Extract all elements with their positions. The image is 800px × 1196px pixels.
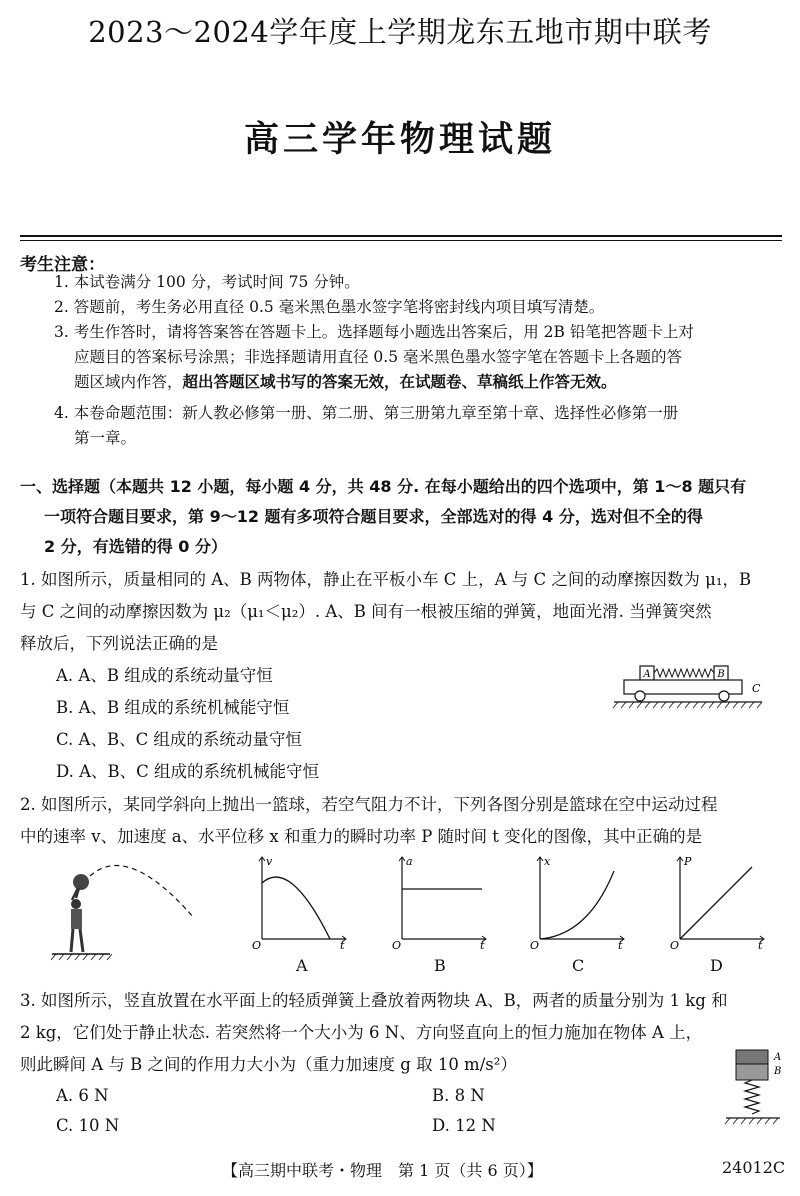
- note-1: 1. 本试卷满分 100 分，考试时间 75 分钟。: [54, 273, 360, 291]
- note-4-cont: 第一章。: [74, 429, 137, 447]
- graph-b-xaxis: t: [480, 939, 485, 949]
- student-leg: [80, 929, 83, 952]
- graph-d-yaxis: P: [684, 855, 692, 868]
- graph-a: [250, 853, 350, 949]
- note-4: 4. 本卷命题范围：新人教必修第一册、第二册、第三册第九章至第十章、选择性必修第一册: [54, 404, 679, 422]
- q1-stem-2: 与 C 之间的动摩擦因数为 μ₂（μ₁＜μ₂）. A、B 间有一根被压缩的弹簧，地面光滑. 当弹簧突然: [20, 602, 712, 621]
- note-2: 2. 答题前，考生务必用直径 0.5 毫米黑色墨水签字笔将密封线内项目填写清楚。: [54, 298, 605, 316]
- spring: [745, 1080, 759, 1114]
- section-heading-end: 2 分，有选错的得 0 分）: [44, 537, 227, 556]
- q3-stem-3: 则此瞬间 A 与 B 之间的作用力大小为（重力加速度 g 取 10 m/s²）: [20, 1055, 517, 1074]
- page-title: 高三学年物理试题: [243, 120, 556, 160]
- note-3: 3. 考生作答时，请将答案答在答题卡上。选择题每小题选出答案后，用 2B 铅笔把答题卡上对: [54, 323, 694, 341]
- graph-a-label: A: [296, 956, 308, 975]
- section-heading-cont: 一项符合题目要求，第 9～12 题有多项符合题目要求，全部选对的得 4 分，选对但不全的得: [44, 507, 703, 526]
- student-head: [71, 899, 81, 909]
- divider: [20, 235, 782, 237]
- trajectory: [90, 865, 194, 918]
- graph-a-curve: [262, 877, 330, 939]
- graph-a-origin: O: [252, 939, 262, 949]
- q1-stem-3: 释放后，下列说法正确的是: [20, 634, 218, 653]
- basketball-throw-figure: [48, 860, 208, 966]
- graph-a-xaxis: t: [340, 939, 345, 949]
- ground-hatch: [613, 702, 762, 708]
- note-3-end-plain: 题区域内作答，: [74, 373, 183, 391]
- q1-option-a: A. A、B 组成的系统动量守恒: [56, 666, 273, 685]
- block-a: [736, 1050, 768, 1064]
- basketball: [73, 874, 89, 890]
- student-body: [71, 909, 82, 929]
- block-a-label: A: [774, 1052, 782, 1063]
- graph-b-origin: O: [392, 939, 402, 949]
- graph-c-curve: [540, 871, 614, 939]
- q3-option-b: B. 8 N: [432, 1086, 485, 1105]
- graph-c: [528, 853, 628, 949]
- graph-b-label: B: [434, 956, 446, 975]
- wheel: [635, 691, 645, 701]
- graph-d-label: D: [710, 956, 723, 975]
- exam-name: 2023～2024学年度上学期龙东五地市期中联考: [88, 15, 712, 49]
- graph-c-yaxis: x: [544, 855, 551, 868]
- graph-c-xaxis: t: [618, 939, 623, 949]
- q2-stem-1: 2. 如图所示，某同学斜向上抛出一篮球，若空气阻力不计，下列各图分别是篮球在空中运动过程: [20, 795, 718, 814]
- q1-stem-1: 1. 如图所示，质量相同的 A、B 两物体，静止在平板小车 C 上，A 与 C 之间的动摩擦因数为 μ₁，B: [20, 570, 752, 589]
- section-heading: 一、选择题（本题共 12 小题，每小题 4 分，共 48 分. 在每小题给出的四个选项中，第 1～8 题只有: [20, 477, 747, 496]
- graph-d: [668, 853, 768, 949]
- ground-hatch: [51, 954, 112, 960]
- note-3-emphasis: 超出答题区域书写的答案无效，在试题卷、草稿纸上作答无效。: [182, 373, 617, 391]
- graph-d-curve: [680, 867, 752, 939]
- student-leg: [71, 929, 73, 952]
- ground-hatch: [725, 1118, 778, 1124]
- q1-option-b: B. A、B 组成的系统机械能守恒: [56, 698, 290, 717]
- q1-option-d: D. A、B、C 组成的系统机械能守恒: [56, 762, 320, 781]
- paper-code: 24012C: [722, 1158, 786, 1177]
- wheel: [719, 691, 729, 701]
- q3-stem-2: 2 kg，它们处于静止状态. 若突然将一个大小为 6 N、方向竖直向上的恒力施加在物体 A 上，: [20, 1023, 703, 1042]
- note-3-cont: 应题目的答案标号涂黑；非选择题请用直径 0.5 毫米黑色墨水签字笔在答题卡上各题的答: [74, 348, 683, 366]
- cart-spring-figure: [612, 656, 772, 716]
- graph-b-yaxis: a: [406, 855, 413, 868]
- q2-stem-2: 中的速率 v、加速度 a、水平位移 x 和重力的瞬时功率 P 随时间 t 变化的图像，其中正确的是: [20, 827, 703, 846]
- block-b: [736, 1064, 768, 1080]
- q1-option-c: C. A、B、C 组成的系统动量守恒: [56, 730, 302, 749]
- graph-a-yaxis: v: [266, 855, 273, 868]
- graph-d-xaxis: t: [758, 939, 763, 949]
- spring: [654, 669, 714, 677]
- block-a-label: A: [643, 669, 651, 680]
- q3-option-a: A. 6 N: [56, 1086, 109, 1105]
- note-3-end: [74, 370, 617, 395]
- notes-heading: 考生注意：: [20, 255, 105, 275]
- spring-blocks-figure: [722, 1046, 792, 1130]
- divider: [20, 240, 782, 241]
- cart-c-label: C: [752, 682, 761, 695]
- block-b-label: B: [774, 1066, 782, 1077]
- graph-c-label: C: [572, 956, 585, 975]
- q3-option-d: D. 12 N: [432, 1116, 496, 1135]
- q3-option-c: C. 10 N: [56, 1116, 120, 1135]
- graph-b: [390, 853, 490, 949]
- block-b-label: B: [717, 669, 725, 680]
- graph-c-origin: O: [530, 939, 540, 949]
- graph-d-origin: O: [670, 939, 680, 949]
- q3-stem-1: 3. 如图所示，竖直放置在水平面上的轻质弹簧上叠放着两物块 A、B，两者的质量分别为 1 kg 和: [20, 991, 728, 1010]
- page-footer: 【高三期中联考・物理 第 1 页（共 6 页）】: [222, 1161, 543, 1180]
